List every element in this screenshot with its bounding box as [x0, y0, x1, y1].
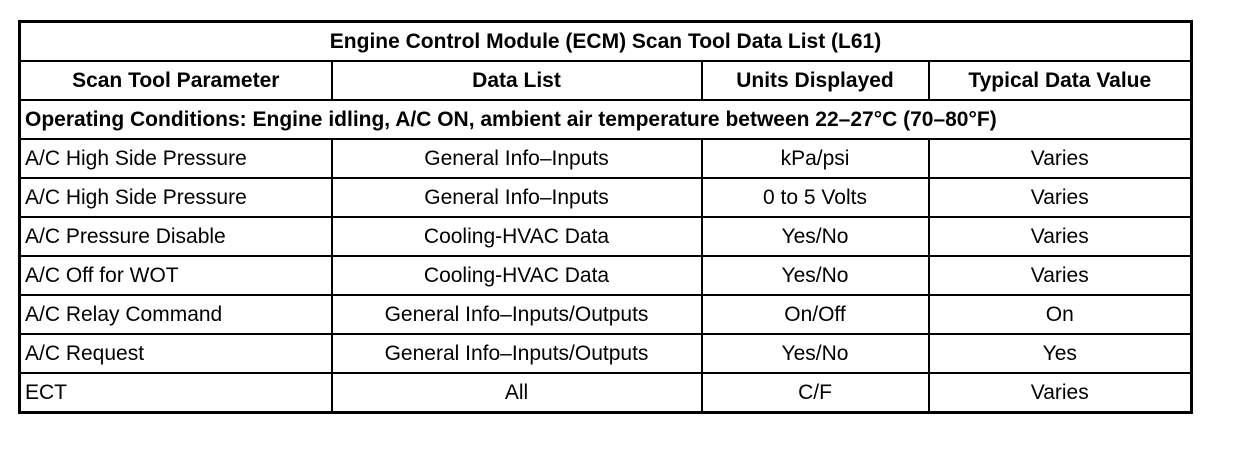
- cell-data-list: General Info–Inputs: [332, 139, 702, 178]
- cell-parameter: A/C High Side Pressure: [20, 178, 332, 217]
- table-row: [20, 178, 1192, 217]
- table-row: [20, 139, 1192, 178]
- operating-conditions-row: [20, 100, 1192, 139]
- cell-units: Yes/No: [702, 334, 929, 373]
- cell-parameter: A/C High Side Pressure: [20, 139, 332, 178]
- cell-typical-value: Varies: [929, 373, 1192, 413]
- table-row: [20, 217, 1192, 256]
- cell-parameter: A/C Relay Command: [20, 295, 332, 334]
- cell-data-list: All: [332, 373, 702, 413]
- table-row: [20, 256, 1192, 295]
- cell-data-list: General Info–Inputs/Outputs: [332, 295, 702, 334]
- cell-data-list: Cooling-HVAC Data: [332, 217, 702, 256]
- cell-typical-value: Varies: [929, 217, 1192, 256]
- cell-typical-value: Yes: [929, 334, 1192, 373]
- header-data-list: Data List: [332, 61, 702, 100]
- header-units-displayed: Units Displayed: [702, 61, 929, 100]
- cell-units: Yes/No: [702, 217, 929, 256]
- table-header-row: [20, 61, 1192, 100]
- table-row: [20, 295, 1192, 334]
- cell-data-list: General Info–Inputs: [332, 178, 702, 217]
- cell-data-list: Cooling-HVAC Data: [332, 256, 702, 295]
- cell-parameter: ECT: [20, 373, 332, 413]
- header-typical-data-value: Typical Data Value: [929, 61, 1192, 100]
- table-title: Engine Control Module (ECM) Scan Tool Data List (L61): [20, 22, 1192, 62]
- cell-typical-value: On: [929, 295, 1192, 334]
- cell-parameter: A/C Off for WOT: [20, 256, 332, 295]
- cell-units: Yes/No: [702, 256, 929, 295]
- cell-parameter: A/C Request: [20, 334, 332, 373]
- cell-parameter: A/C Pressure Disable: [20, 217, 332, 256]
- cell-typical-value: Varies: [929, 139, 1192, 178]
- header-scan-tool-parameter: Scan Tool Parameter: [20, 61, 332, 100]
- cell-units: C/F: [702, 373, 929, 413]
- table-row: [20, 373, 1192, 413]
- scan-tool-data-table: [18, 20, 1193, 414]
- table-title-row: [20, 22, 1192, 62]
- table-row: [20, 334, 1192, 373]
- operating-conditions: Operating Conditions: Engine idling, A/C ON, ambient air temperature between 22–27°C (70–80°F): [20, 100, 1192, 139]
- cell-units: 0 to 5 Volts: [702, 178, 929, 217]
- cell-units: On/Off: [702, 295, 929, 334]
- cell-typical-value: Varies: [929, 256, 1192, 295]
- cell-units: kPa/psi: [702, 139, 929, 178]
- cell-data-list: General Info–Inputs/Outputs: [332, 334, 702, 373]
- cell-typical-value: Varies: [929, 178, 1192, 217]
